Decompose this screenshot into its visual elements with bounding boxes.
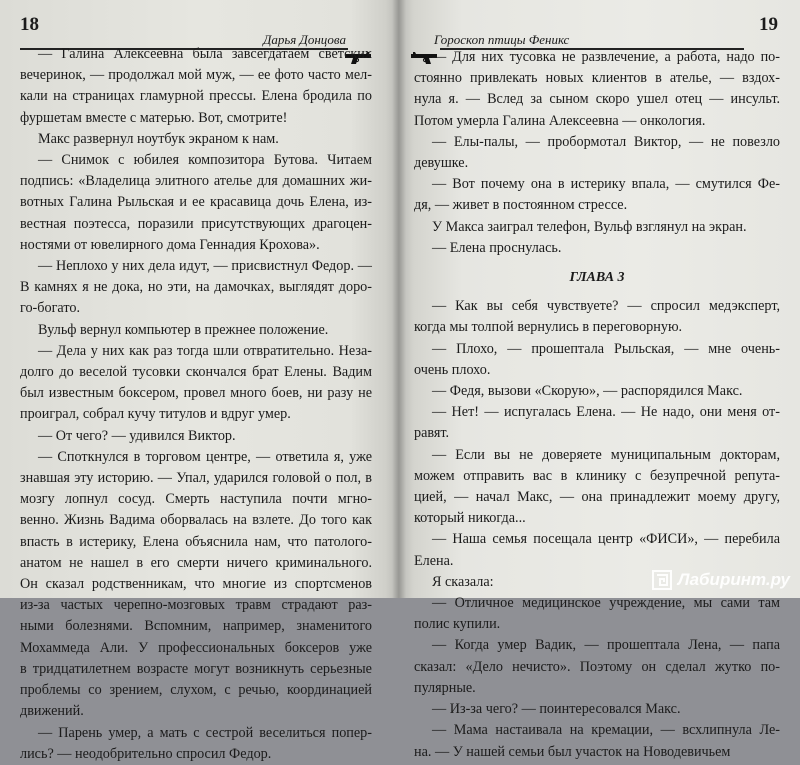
text-line: впасть в истерику, Елена объяснила нам, что патолого- [20,533,372,550]
text-line: кали на страницах гламурной прессы. Елена бродила по [20,88,372,105]
text-line: Он сказал родственникам, что многие из спортсменов [20,576,372,593]
text-line: — Наша семья посещала центр «ФИСИ», — перебила [432,531,780,548]
text-line: Елена. [414,552,454,569]
text-line: подпись: «Владелица элитного ателье для домашних жи- [20,173,372,190]
text-line: вестная поэтесса, поразили присутствующих драгоцен- [20,215,372,232]
text-line: — Когда умер Вадик, — прошептала Лена, — папа [432,637,780,654]
watermark [652,570,790,590]
running-title: Дарья Донцова [263,32,346,47]
text-line: долго до веселой тусовки скончался брат Елены. Вадим [20,364,372,381]
text-line: — Мама настаивала на кремации, — всхлипнула Ле- [432,722,780,739]
text-line: — Елы-палы, — пробормотал Виктор, — не повезло [432,133,780,150]
page-number: 18 [20,14,39,35]
text-line: стоянно привлекать новых клиентов в ателье, — вздох- [414,70,780,87]
text-line: Потом умерла Галина Алексеевна — онкология. [414,112,706,129]
page-number: 19 [759,14,778,35]
text-line: Вульф вернул компьютер в прежнее положение. [38,321,329,338]
body-text [20,44,372,765]
text-line: — Плохо, — прошептала Рыльская, — мне очень- [432,340,780,357]
text-line: лись? — неодобрительно спросил Федор. [20,745,272,762]
text-line: — Нет! — испугалась Елена. — Не надо, они меня от- [432,404,780,421]
text-line: фуршетам вместе с матерью. Вот, смотрите! [20,109,288,126]
running-title: Гороскоп птицы Феникс [434,32,570,47]
text-line: — Как вы себя чувствуете? — спросил медэксперт, [432,298,780,315]
text-line: был известным боксером, провел много боев, ни разу не [20,385,372,402]
text-line: венно. Жизнь Вадима оборвалась на взлете. До того как [20,512,372,529]
text-line: который никогда... [414,510,526,527]
text-line: из-за частых черепно-мозговых травм страдают раз- [20,597,372,614]
text-line: — Галина Алексеевна была завсегдатаем светских [38,46,372,62]
text-line: очень плохо. [414,361,491,378]
right-page [398,0,800,760]
text-line: — Федя, вызови «Скорую», — распорядился Макс. [432,383,743,400]
text-line: на. — У нашей семьи был участок на Новодевичьем [414,743,731,760]
text-line: — Для них тусовка не развлечение, а работа, надо по- [432,49,780,65]
text-line: знавшая эту историю. — Упал, ударился головой о пол, в [20,470,372,487]
text-line: — Елена проснулась. [432,239,562,256]
text-line: полис купили. [414,616,501,633]
text-line: — Снимок с юбилея композитора Бутова. Читаем [38,152,372,169]
body-text [414,47,780,763]
text-line: дя, — живет в постоянном стрессе. [414,197,628,214]
text-line: вотных Галина Рыльская и ее красавица дочь Елена, из- [20,194,372,211]
text-line: пулярные. [414,679,476,696]
text-line: проблемы со зрением, слухом, с речью, координацией [20,682,372,699]
text-line: анатом не нашел в его смерти ничего криминального. [20,554,372,571]
text-line: — Споткнулся в торговом центре, — ответила я, уже [38,448,372,465]
text-line: нула я. — Вслед за сыном скоро ушел отец — инсульт. [414,91,780,108]
text-line: — Из-за чего? — поинтересовался Макс. [432,701,681,718]
text-line: — От чего? — удивился Виктор. [38,427,236,444]
text-line: го-богато. [20,300,80,317]
text-line: мозгу лопнул сосуд. Смерть наступила почти мгно- [20,491,372,508]
text-line: равят. [414,425,450,442]
left-page [0,0,398,762]
text-line: Я сказала: [432,573,494,590]
text-line: сказал: «Дело нечисто». Поэтому он сделал жутко по- [414,658,780,675]
text-line: движений. [20,703,84,720]
labyrinth-logo-icon [652,570,672,590]
text-line: У Макса заиграл телефон, Вульф взглянул на экран. [432,218,747,235]
text-line: Макс развернул ноутбук экраном к нам. [38,130,279,147]
text-line: Мохаммеда Али. У профессиональных боксеров уже [20,639,372,656]
gutter-shadow [392,0,406,598]
text-line: можем отправить вас в клинику с безупречной репута- [414,467,780,484]
text-line: когда мы толпой вернулись в переговорную. [414,319,683,336]
text-line: — Неплохо у них дела идут, — присвистнул Федор. — [38,258,372,275]
text-line: вечеринок, — продолжал мой муж, — ее фото часто мел- [20,67,372,84]
chapter-heading: ГЛАВА 3 [569,270,625,286]
text-line: — Дела у них как раз тогда шли отвратительно. Неза- [38,342,372,359]
text-line: ными болезнями. Вспомним, например, знаменитого [20,618,372,635]
text-line: девушке. [414,155,469,172]
text-line: — Если вы не доверяете муниципальным докторам, [432,446,780,463]
text-line: в тридцатилетнем возрасте могут возникнуть серьезные [20,660,372,677]
text-line: ностями от ювелирного дома Геннадия Крохова». [20,236,320,253]
watermark-text: Лабиринт.ру [677,570,790,589]
text-line: — Отличное медицинское учреждение, мы сами там [432,595,780,612]
left-page-header [20,14,372,48]
right-page-header [410,14,778,48]
text-line: проиграл, собрал кучу титулов и вдруг умер. [20,406,291,423]
text-line: — Парень умер, а мать с сестрой веселиться попер- [38,724,372,741]
text-line: цией, — начал Макс, — она принадлежит моему другу, [414,489,780,506]
text-line: В камнях я не дока, но эти, на дамочках, выглядят доро- [20,279,372,296]
text-line: — Вот почему она в истерику впала, — смутился Фе- [432,176,780,193]
